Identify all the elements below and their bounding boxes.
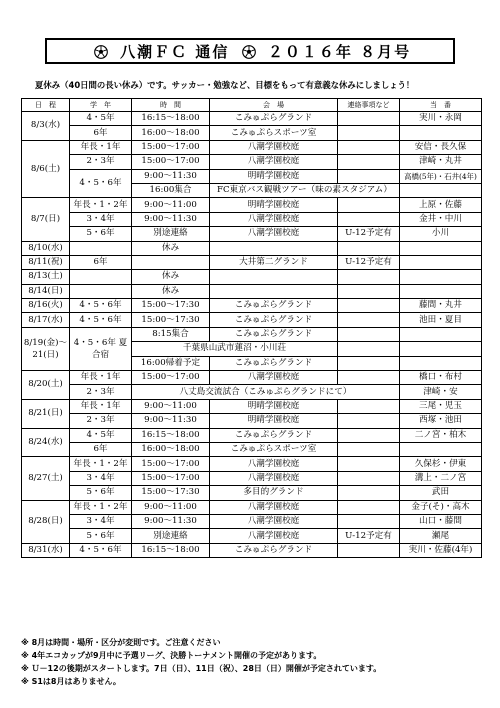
venue-cell: 八潮学園校庭 <box>210 457 338 471</box>
venue-cell: FC東京バス観戦ツアー（味の素スタジアム） <box>210 183 400 197</box>
duty-cell <box>400 255 482 269</box>
table-row <box>22 471 482 485</box>
schedule-table <box>21 98 482 558</box>
date-cell: 8/27(土) <box>22 457 70 500</box>
duty-cell: 武田 <box>400 486 482 500</box>
grade-cell: 4・5年 <box>70 112 132 126</box>
venue-cell: こみゅぷらスポーツ室 <box>210 442 338 456</box>
notes-cell <box>338 500 400 514</box>
date-cell: 8/20(土) <box>22 371 70 400</box>
date-cell: 8/19(金)～21(日) <box>22 327 70 370</box>
team-name: 八潮ＦＣ 通信 <box>120 42 230 61</box>
time-cell: 休み <box>132 241 210 255</box>
table-row <box>22 169 482 183</box>
date-cell: 8/3(水) <box>22 112 70 141</box>
time-cell: 9:00～11:00 <box>132 500 210 514</box>
table-row <box>22 500 482 514</box>
time-cell: 16:15～18:00 <box>132 112 210 126</box>
date-cell: 8/6(土) <box>22 140 70 198</box>
notes-cell <box>338 140 400 154</box>
header-grade: 学 年 <box>70 99 132 112</box>
table-row <box>22 126 482 140</box>
header-venue: 会 場 <box>210 99 338 112</box>
notes-cell: U-12予定有 <box>338 255 400 269</box>
notes-cell <box>338 327 400 341</box>
venue-cell: 明晴学園校庭 <box>210 198 338 212</box>
time-cell: 8:15集合 <box>132 327 210 341</box>
time-cell: 16:00帰着予定 <box>132 356 210 370</box>
venue-cell: こみゅぷらグランド <box>210 356 338 370</box>
venue-cell: 八潮学園校庭 <box>210 371 338 385</box>
table-row <box>22 241 482 255</box>
duty-cell: 山口・藤間 <box>400 514 482 528</box>
notes-cell: U-12予定有 <box>338 529 400 543</box>
time-cell: 休み <box>132 270 210 284</box>
table-row <box>22 428 482 442</box>
duty-cell <box>400 327 482 341</box>
notes-cell <box>338 284 400 298</box>
grade-cell: 3・4年 <box>70 212 132 226</box>
duty-cell: 池田・夏目 <box>400 313 482 327</box>
notes-cell: U-12予定有 <box>338 227 400 241</box>
date-cell: 8/13(土) <box>22 270 70 284</box>
notes-cell <box>338 486 400 500</box>
header-duty: 当 番 <box>400 99 482 112</box>
grade-cell: 4・5・6年 <box>70 543 132 557</box>
venue-cell: 八潮学園校庭 <box>210 155 338 169</box>
venue-cell: 八潮学園校庭 <box>210 529 338 543</box>
duty-cell: 溝上・二ノ宮 <box>400 471 482 485</box>
venue-cell <box>210 284 338 298</box>
venue-cell: 大井第二グランド <box>210 255 338 269</box>
time-cell: 別途連絡 <box>132 529 210 543</box>
newsletter-title <box>89 41 411 62</box>
table-row <box>22 112 482 126</box>
duty-cell: 瀬尾 <box>400 529 482 543</box>
venue-cell: こみゅぷらグランド <box>210 543 338 557</box>
duty-cell <box>400 342 482 356</box>
date-cell: 8/10(水) <box>22 241 70 255</box>
time-cell: 15:00～17:00 <box>132 371 210 385</box>
venue-cell: 八潮学園校庭 <box>210 140 338 154</box>
table-row <box>22 529 482 543</box>
notes-cell <box>338 399 400 413</box>
duty-cell: 橋口・布村 <box>400 371 482 385</box>
notes-cell <box>338 198 400 212</box>
table-row <box>22 198 482 212</box>
duty-cell <box>400 284 482 298</box>
duty-cell: 実川・永岡 <box>400 112 482 126</box>
newsletter-title-box <box>45 38 455 64</box>
grade-cell <box>70 270 132 284</box>
notes-cell <box>338 155 400 169</box>
venue-cell: こみゅぷらグランド <box>210 299 338 313</box>
notes-cell <box>338 514 400 528</box>
soccer-ball-icon <box>242 45 256 59</box>
time-cell: 16:00～18:00 <box>132 126 210 140</box>
duty-cell <box>400 126 482 140</box>
table-row <box>22 140 482 154</box>
time-cell: 9:00～11:00 <box>132 399 210 413</box>
time-cell: 15:00～17:00 <box>132 457 210 471</box>
table-row <box>22 313 482 327</box>
venue-cell: こみゅぷらグランド <box>210 327 338 341</box>
table-row <box>22 486 482 500</box>
time-cell: 9:00～11:30 <box>132 414 210 428</box>
time-cell: 16:00集合 <box>132 183 210 197</box>
grade-cell: 5・6年 <box>70 486 132 500</box>
notes-cell <box>338 241 400 255</box>
table-row <box>22 155 482 169</box>
grade-cell: 年長・1年 <box>70 399 132 413</box>
notes-cell <box>338 126 400 140</box>
grade-cell: 年長・1・2年 <box>70 457 132 471</box>
venue-cell: こみゅぷらグランド <box>210 428 338 442</box>
table-row <box>22 414 482 428</box>
duty-cell <box>400 183 482 197</box>
table-row <box>22 457 482 471</box>
venue-cell: こみゅぷらスポーツ室 <box>210 126 338 140</box>
notes-cell <box>338 543 400 557</box>
table-row <box>22 385 482 399</box>
date-cell: 8/7(日) <box>22 198 70 241</box>
duty-cell: 上原・佐藤 <box>400 198 482 212</box>
grade-cell: 4・5・6年 <box>70 313 132 327</box>
time-cell: 9:00～11:30 <box>132 212 210 226</box>
venue-cell: こみゅぷらグランド <box>210 112 338 126</box>
grade-cell: 4・5・6年 <box>70 169 132 198</box>
table-row <box>22 543 482 557</box>
venue-cell: 明晴学園校庭 <box>210 414 338 428</box>
duty-cell: 高橋(5年)・石井(4年) <box>400 169 482 183</box>
duty-cell: 安信・長久保 <box>400 140 482 154</box>
note-line: ※ 8月は時間・場所・区分が変則です。ご注意ください <box>21 638 221 647</box>
notes-cell <box>338 457 400 471</box>
grade-cell <box>70 241 132 255</box>
notes-cell <box>338 442 400 456</box>
notes-cell <box>338 371 400 385</box>
venue-cell <box>210 241 338 255</box>
time-cell: 15:00～17:30 <box>132 299 210 313</box>
duty-cell: 三尾・児玉 <box>400 399 482 413</box>
venue-cell: 多目的グランド <box>210 486 338 500</box>
duty-cell: 小川 <box>400 227 482 241</box>
duty-cell: 金子(そ)・高木 <box>400 500 482 514</box>
time-cell: 16:00～18:00 <box>132 442 210 456</box>
table-row <box>22 299 482 313</box>
date-cell: 8/24(水) <box>22 428 70 457</box>
header-date: 日 程 <box>22 99 70 112</box>
duty-cell <box>400 356 482 370</box>
duty-cell: 金井・中川 <box>400 212 482 226</box>
notes-cell <box>338 356 400 370</box>
table-row <box>22 371 482 385</box>
grade-cell: 4・5・6年 <box>70 299 132 313</box>
date-cell: 8/31(水) <box>22 543 70 557</box>
table-row <box>22 327 482 341</box>
venue-cell: 八潮学園校庭 <box>210 227 338 241</box>
grade-cell: 年長・1年 <box>70 140 132 154</box>
duty-cell: 久保杉・伊東 <box>400 457 482 471</box>
time-cell: 15:00～17:30 <box>132 313 210 327</box>
camp-location-cell: 千葉県山武市蓮沼・小川荘 <box>132 342 338 356</box>
venue-cell: 八潮学園校庭 <box>210 212 338 226</box>
table-row <box>22 227 482 241</box>
venue-cell: 八潮学園校庭 <box>210 471 338 485</box>
notes-cell <box>338 112 400 126</box>
date-cell: 8/14(日) <box>22 284 70 298</box>
grade-cell: 4・5年 <box>70 428 132 442</box>
table-row <box>22 255 482 269</box>
date-cell: 8/21(日) <box>22 399 70 428</box>
venue-cell: 明晴学園校庭 <box>210 169 338 183</box>
duty-cell: 実川・佐藤(4年) <box>400 543 482 557</box>
duty-cell <box>400 241 482 255</box>
grade-cell: 6年 <box>70 126 132 140</box>
notes-cell <box>338 313 400 327</box>
grade-cell: 5・6年 <box>70 227 132 241</box>
grade-cell: 6年 <box>70 442 132 456</box>
time-cell: 9:00～11:00 <box>132 198 210 212</box>
note-line: ※ S1は8月はありません。 <box>21 677 121 686</box>
time-cell: 16:15～18:00 <box>132 428 210 442</box>
time-cell: 9:00～11:30 <box>132 514 210 528</box>
time-cell <box>132 255 210 269</box>
date-cell: 8/16(火) <box>22 299 70 313</box>
table-row <box>22 442 482 456</box>
table-row <box>22 284 482 298</box>
duty-cell: 藤間・丸井 <box>400 299 482 313</box>
time-cell: 15:00～17:00 <box>132 140 210 154</box>
issue-date: ２０１６年 ８月号 <box>267 42 412 61</box>
notes-section <box>21 636 491 688</box>
venue-cell: こみゅぷらグランド <box>210 313 338 327</box>
notes-cell <box>338 428 400 442</box>
duty-cell: 津崎・安 <box>400 385 482 399</box>
table-row <box>22 212 482 226</box>
time-cell: 9:00～11:30 <box>132 169 210 183</box>
notes-cell <box>338 414 400 428</box>
note-line: ※ 4年エコカップが9月中に予選リーグ、決勝トーナメント開催の予定があります。 <box>21 651 322 660</box>
grade-cell: 3・4年 <box>70 471 132 485</box>
duty-cell <box>400 442 482 456</box>
table-row <box>22 399 482 413</box>
duty-cell: 津崎・丸井 <box>400 155 482 169</box>
notes-cell <box>338 299 400 313</box>
intro-message: 夏休み（40日間の長い休み）です。サッカー・勉強など、目標をもって有意義な休みにしましょう！ <box>35 80 415 90</box>
date-cell: 8/28(日) <box>22 500 70 543</box>
duty-cell <box>400 270 482 284</box>
notes-cell <box>338 471 400 485</box>
grade-cell: 年長・1・2年 <box>70 500 132 514</box>
venue-cell <box>210 270 338 284</box>
time-cell: 15:00～17:00 <box>132 155 210 169</box>
notes-cell <box>338 169 400 183</box>
date-cell: 8/11(祝) <box>22 255 70 269</box>
venue-cell: 八潮学園校庭 <box>210 514 338 528</box>
grade-cell: 2・3年 <box>70 155 132 169</box>
notes-cell <box>338 342 400 356</box>
grade-cell: 4・5・6年 夏合宿 <box>70 327 132 370</box>
notes-cell <box>338 270 400 284</box>
venue-cell: 八潮学園校庭 <box>210 500 338 514</box>
duty-cell: 二ノ宮・柏木 <box>400 428 482 442</box>
duty-cell: 西塚・池田 <box>400 414 482 428</box>
grade-cell <box>70 284 132 298</box>
table-row <box>22 514 482 528</box>
table-row <box>22 270 482 284</box>
header-notes: 連絡事項など <box>338 99 400 112</box>
time-cell: 休み <box>132 284 210 298</box>
grade-cell: 2・3年 <box>70 414 132 428</box>
date-cell: 8/17(水) <box>22 313 70 327</box>
grade-cell: 3・4年 <box>70 514 132 528</box>
grade-cell: 6年 <box>70 255 132 269</box>
soccer-ball-icon <box>94 45 108 59</box>
event-cell: 八丈島交流試合（こみゅぷらグランドにて） <box>132 385 400 399</box>
time-cell: 15:00～17:00 <box>132 471 210 485</box>
header-time: 時 間 <box>132 99 210 112</box>
notes-cell <box>338 212 400 226</box>
grade-cell: 年長・1年 <box>70 371 132 385</box>
grade-cell: 2・3年 <box>70 385 132 399</box>
table-header-row <box>22 99 482 112</box>
grade-cell: 5・6年 <box>70 529 132 543</box>
time-cell: 16:15～18:00 <box>132 543 210 557</box>
venue-cell: 明晴学園校庭 <box>210 399 338 413</box>
grade-cell: 年長・1・2年 <box>70 198 132 212</box>
note-line: ※ Ｕ－12の後期がスタートします。7日（日）、11日（祝）、28日（日）開催が予定されています。 <box>21 664 382 673</box>
time-cell: 別途連絡 <box>132 227 210 241</box>
time-cell: 15:00～17:30 <box>132 486 210 500</box>
